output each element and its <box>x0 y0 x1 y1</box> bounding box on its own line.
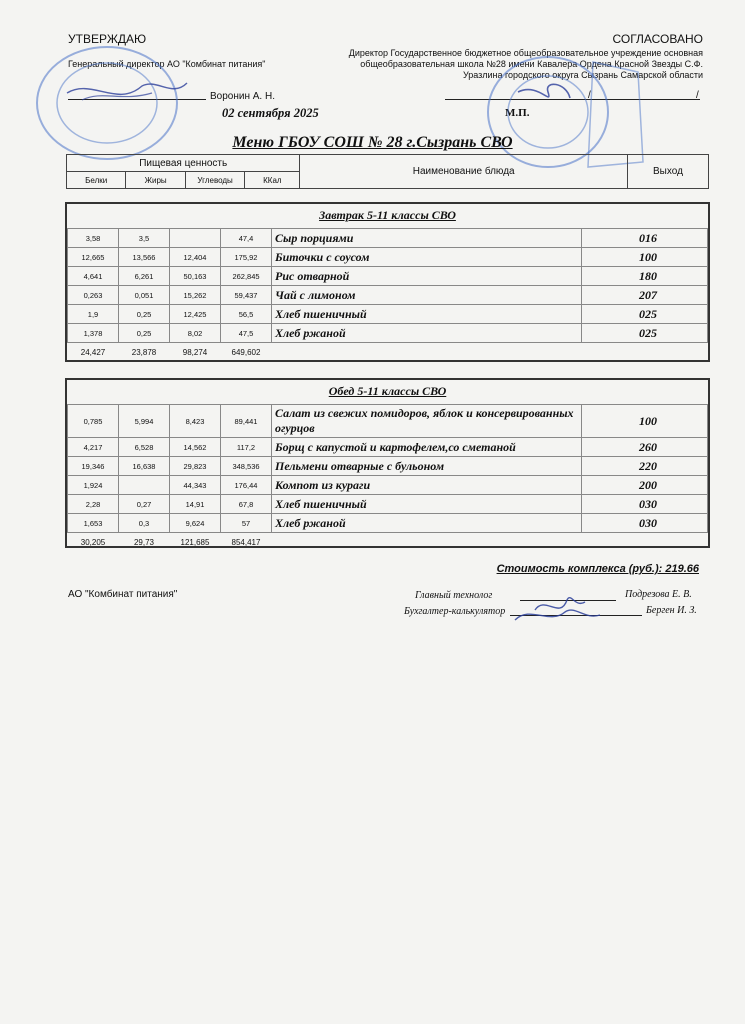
kcal-value: 59,437 <box>221 286 272 305</box>
approve-position: Генеральный директор АО "Комбинат питания" <box>68 59 266 69</box>
fats-value <box>119 476 170 495</box>
proteins-value: 12,665 <box>68 248 119 267</box>
totals-row <box>68 533 708 552</box>
kcal-value: 175,92 <box>221 248 272 267</box>
proteins-value: 0,785 <box>68 405 119 438</box>
proteins-total: 30,205 <box>80 537 106 547</box>
fats-value: 16,638 <box>119 457 170 476</box>
proteins-value: 2,28 <box>68 495 119 514</box>
output-header: Выход <box>627 155 708 189</box>
proteins-value: 3,58 <box>68 229 119 248</box>
fats-value: 0,051 <box>119 286 170 305</box>
dish-output: 100 <box>582 405 708 438</box>
fats-value: 13,566 <box>119 248 170 267</box>
menu-row <box>68 476 708 495</box>
proteins-value: 1,924 <box>68 476 119 495</box>
breakfast-table <box>67 228 708 361</box>
dish-name: Хлеб ржаной <box>272 514 582 533</box>
kcal-value: 47,5 <box>221 324 272 343</box>
fats-total: 23,878 <box>131 347 157 357</box>
dish-output: 030 <box>582 495 708 514</box>
carbs-value: 9,624 <box>170 514 221 533</box>
dish-output: 025 <box>582 324 708 343</box>
totals-row <box>68 343 708 362</box>
menu-row <box>68 229 708 248</box>
slash-2: / <box>696 90 699 101</box>
fats-total: 29,73 <box>133 537 155 547</box>
menu-row <box>68 405 708 438</box>
dish-name: Салат из свежих помидоров, яблок и консервированных огурцов <box>272 405 582 438</box>
kcal-value: 56,5 <box>221 305 272 324</box>
carbs-value: 12,404 <box>170 248 221 267</box>
proteins-value: 0,263 <box>68 286 119 305</box>
dish-output: 260 <box>582 438 708 457</box>
footer-signatures <box>505 590 605 630</box>
menu-row <box>68 267 708 286</box>
chief-technologist-label: Главный технолог <box>415 590 493 601</box>
menu-row <box>68 248 708 267</box>
carbs-value: 8,423 <box>170 405 221 438</box>
fats-value: 5,994 <box>119 405 170 438</box>
kcal-total: 649,602 <box>231 347 261 357</box>
carbs-total: 98,274 <box>182 347 208 357</box>
lunch-title: Обед 5-11 классы СВО <box>328 384 447 398</box>
accountant-name: Берген И. З. <box>646 605 697 616</box>
fats-value: 0,3 <box>119 514 170 533</box>
fats-value: 0,27 <box>119 495 170 514</box>
proteins-value: 19,346 <box>68 457 119 476</box>
seal-place-label: М.П. <box>505 107 530 119</box>
dish-name: Компот из кураги <box>272 476 582 495</box>
dish-name: Хлеб пшеничный <box>272 305 582 324</box>
totals-filler <box>272 533 708 552</box>
kcal-value: 117,2 <box>221 438 272 457</box>
chief-technologist-name: Подрезова Е. В. <box>625 589 692 600</box>
menu-row <box>68 324 708 343</box>
dish-output: 180 <box>582 267 708 286</box>
agreed-position-line-2: общеобразовательная школа №28 имени Кавалера Ордена Красной Звезды С.Ф. <box>360 59 703 69</box>
dish-output: 200 <box>582 476 708 495</box>
totals-filler <box>272 343 708 362</box>
accountant-line <box>510 615 642 616</box>
approve-label: УТВЕРЖДАЮ <box>68 32 147 46</box>
fats-value: 6,261 <box>119 267 170 286</box>
kcal-value: 57 <box>221 514 272 533</box>
dish-name: Биточки с соусом <box>272 248 582 267</box>
carbs-value: 14,562 <box>170 438 221 457</box>
dish-name: Чай с лимоном <box>272 286 582 305</box>
fats-value: 6,528 <box>119 438 170 457</box>
kcal-value: 89,441 <box>221 405 272 438</box>
menu-row <box>68 495 708 514</box>
agreed-position-line-1: Директор Государственное бюджетное общеобразовательное учреждение основная <box>348 48 703 58</box>
dish-output: 025 <box>582 305 708 324</box>
column-header-table <box>66 154 709 189</box>
dish-name: Хлеб пшеничный <box>272 495 582 514</box>
document-date: 02 сентября 2025 <box>222 106 319 120</box>
complex-cost: Стоимость комплекса (руб.): 219.66 <box>496 563 699 575</box>
carbs-value <box>170 229 221 248</box>
carbs-value: 8,02 <box>170 324 221 343</box>
menu-row <box>68 457 708 476</box>
kcal-header: ККал <box>245 172 300 189</box>
proteins-value: 4,217 <box>68 438 119 457</box>
menu-row <box>68 514 708 533</box>
accountant-label: Бухгалтер-калькулятор <box>404 606 506 617</box>
dish-output: 030 <box>582 514 708 533</box>
kcal-value: 262,845 <box>221 267 272 286</box>
kcal-value: 67,8 <box>221 495 272 514</box>
kcal-total: 854,417 <box>231 537 261 547</box>
agreed-position <box>349 48 703 81</box>
carbs-value: 44,343 <box>170 476 221 495</box>
proteins-value: 1,653 <box>68 514 119 533</box>
dish-output: 207 <box>582 286 708 305</box>
chief-technologist-line <box>520 600 616 601</box>
breakfast-title: Завтрак 5-11 классы СВО <box>319 208 456 222</box>
proteins-value: 4,641 <box>68 267 119 286</box>
nutrition-header: Пищевая ценность <box>67 155 300 172</box>
carbs-total: 121,685 <box>180 537 210 547</box>
lunch-table <box>67 404 708 551</box>
agreed-position-line-3: Уразлина городского округа Сызрань Самарской области <box>462 70 703 80</box>
proteins-value: 1,378 <box>68 324 119 343</box>
kcal-value: 47,4 <box>221 229 272 248</box>
breakfast-section <box>65 202 710 362</box>
dish-name: Рис отварной <box>272 267 582 286</box>
dish-name: Борщ с капустой и картофелем,со сметаной <box>272 438 582 457</box>
dish-header: Наименование блюда <box>300 155 627 189</box>
lunch-section <box>65 378 710 548</box>
footer-org: АО "Комбинат питания" <box>68 589 178 600</box>
carbs-value: 12,425 <box>170 305 221 324</box>
menu-row <box>68 438 708 457</box>
agreed-signature-line <box>445 99 700 100</box>
proteins-header: Белки <box>67 172 126 189</box>
carbs-value: 14,91 <box>170 495 221 514</box>
fats-value: 0,25 <box>119 324 170 343</box>
dish-output: 220 <box>582 457 708 476</box>
kcal-value: 348,536 <box>221 457 272 476</box>
menu-row <box>68 305 708 324</box>
dish-output: 016 <box>582 229 708 248</box>
slash-1: / <box>588 90 591 101</box>
kcal-value: 176,44 <box>221 476 272 495</box>
approve-name: Воронин А. Н. <box>210 91 275 102</box>
carbs-value: 15,262 <box>170 286 221 305</box>
carbs-value: 29,823 <box>170 457 221 476</box>
agreed-label: СОГЛАСОВАНО <box>612 32 703 46</box>
dish-name: Хлеб ржаной <box>272 324 582 343</box>
menu-row <box>68 286 708 305</box>
proteins-value: 1,9 <box>68 305 119 324</box>
fats-value: 3,5 <box>119 229 170 248</box>
carbs-header: Углеводы <box>185 172 244 189</box>
proteins-total: 24,427 <box>80 347 106 357</box>
fats-value: 0,25 <box>119 305 170 324</box>
carbs-value: 50,163 <box>170 267 221 286</box>
fats-header: Жиры <box>126 172 185 189</box>
dish-output: 100 <box>582 248 708 267</box>
dish-name: Пельмени отварные с бульоном <box>272 457 582 476</box>
approve-signature-line <box>68 99 206 100</box>
page-title: Меню ГБОУ СОШ № 28 г.Сызрань СВО <box>232 134 513 151</box>
dish-name: Сыр порциями <box>272 229 582 248</box>
